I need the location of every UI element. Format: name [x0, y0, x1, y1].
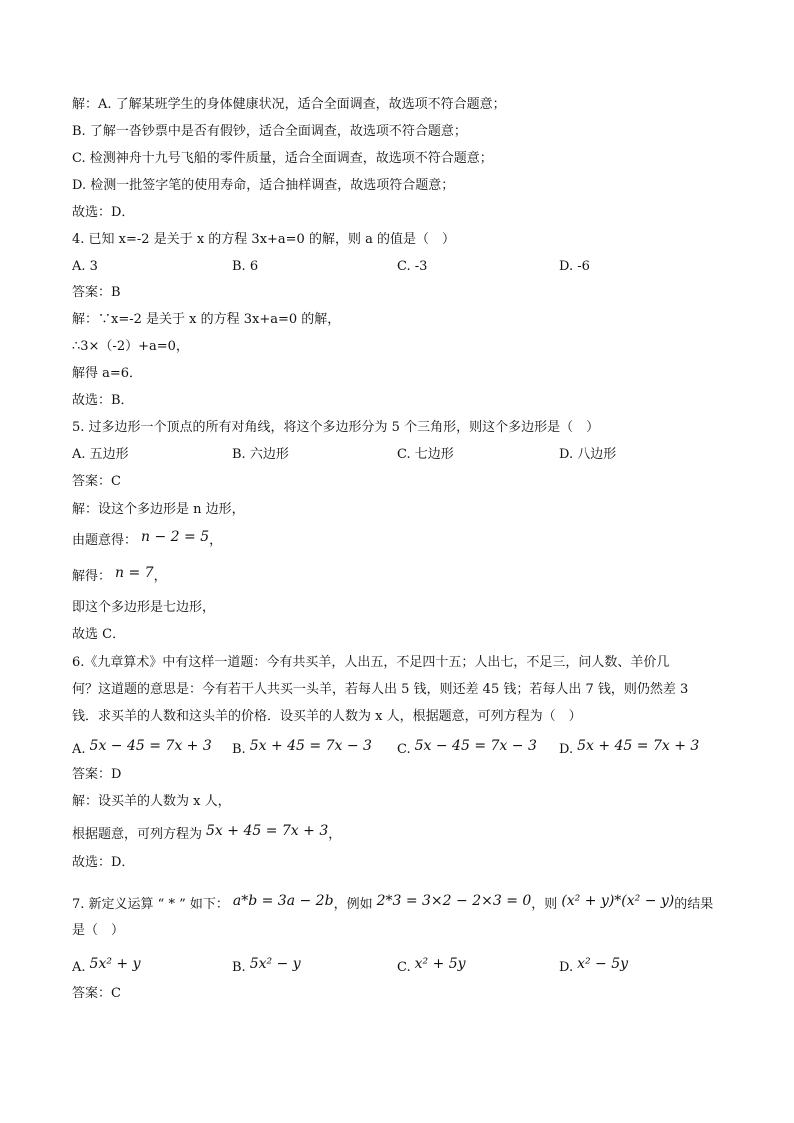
q5-step-2-equation: n − 2 = 5: [141, 529, 210, 545]
q6-option-c: [397, 738, 537, 761]
q7-option-b-letter: B.: [232, 960, 246, 975]
q6-step-2-punct: ，: [328, 827, 342, 842]
q6-option-d-equation: 5x + 45 = 7x + 3: [577, 738, 700, 754]
q6-option-d: [559, 738, 699, 761]
q7-option-d-expression: x² − 5y: [577, 956, 629, 972]
q6-option-b: [232, 738, 372, 761]
q7-definition-equation: a*b = 3a − 2b: [232, 893, 334, 909]
q6-option-d-letter: D.: [559, 742, 574, 757]
q7-option-d-letter: D.: [559, 960, 574, 975]
q7-stem-text-b: ，例如: [333, 897, 373, 912]
q5-step-2-punct: ，: [209, 533, 223, 548]
q5-step-4: 即这个多边形是七边形，: [72, 600, 216, 615]
q6-option-a-letter: A.: [72, 742, 86, 757]
q7-option-c: [397, 956, 466, 979]
q4-step-2: ∴3×（-2）+a=0，: [72, 339, 189, 354]
q5-option-d: D. 八边形: [559, 447, 617, 462]
q6-step-2-equation: 5x + 45 = 7x + 3: [206, 823, 329, 839]
q3-solution-d: D. 检测一批签字笔的使用寿命，适合抽样调查，故选项符合题意；: [72, 178, 455, 193]
q6-option-b-equation: 5x + 45 = 7x − 3: [249, 738, 372, 754]
q7-option-b-expression: 5x² − y: [249, 956, 301, 972]
q6-conclusion: 故选：D．: [72, 855, 135, 870]
q5-step-1: 解：设这个多边形是 n 边形，: [72, 502, 245, 517]
q7-option-a-expression: 5x² + y: [89, 956, 141, 972]
q6-option-c-equation: 5x − 45 = 7x − 3: [414, 738, 537, 754]
q7-option-b: [232, 956, 301, 979]
q5-step-2: [72, 530, 734, 550]
q7-options: [72, 956, 732, 978]
q5-stem: 5. 过多边形一个顶点的所有对角线，将这个多边形分为 5 个三角形，则这个多边形是（ ）: [72, 420, 600, 435]
q6-option-a-equation: 5x − 45 = 7x + 3: [89, 738, 212, 754]
q5-step-3-text: 解得：: [72, 569, 112, 584]
q4-step-3: 解得 a=6．: [72, 366, 143, 381]
q7-option-a-letter: A.: [72, 960, 86, 975]
q6-step-2: [72, 824, 734, 844]
q5-option-c: C. 七边形: [397, 447, 454, 462]
q7-stem-line-2: 是（ ）: [72, 923, 125, 938]
q4-options: [72, 256, 732, 278]
q7-option-c-letter: C.: [397, 960, 411, 975]
q6-options: [72, 738, 732, 760]
q4-option-a: A. 3: [72, 259, 98, 274]
q7-option-d: [559, 956, 628, 979]
q5-step-3-punct: ，: [153, 569, 167, 584]
q4-conclusion: 故选：B．: [72, 393, 134, 408]
q7-example-equation: 2*3 = 3×2 − 2×3 = 0: [376, 893, 532, 909]
q6-stem-line-1: 6.《九章算术》中有这样一道题：今有共买羊，人出五，不足四十五；人出七，不足三，问人数、羊价几: [72, 655, 670, 670]
q3-solution-a: 解：A. 了解某班学生的身体健康状况，适合全面调查，故选项不符合题意；: [72, 97, 506, 112]
q7-stem-line-1: [72, 894, 734, 914]
q6-step-1: 解：设买羊的人数为 x 人，: [72, 794, 231, 809]
q4-stem: 4. 已知 x=-2 是关于 x 的方程 3x+a=0 的解，则 a 的值是（ ）: [72, 232, 455, 247]
q4-option-d: D. -6: [559, 259, 590, 274]
q6-stem-line-3: 钱．求买羊的人数和这头羊的价格．设买羊的人数为 x 人，根据题意，可列方程为（ ）: [72, 709, 582, 724]
q5-step-2-text: 由题意得：: [72, 533, 138, 548]
q7-option-c-expression: x² + 5y: [414, 956, 466, 972]
q6-option-a: [72, 738, 212, 761]
q7-stem-text-a: 7. 新定义运算 “ * ” 如下：: [72, 897, 229, 912]
q7-expression: (x² + y)*(x² − y): [561, 893, 675, 909]
q5-step-3-equation: n = 7: [115, 565, 154, 581]
q7-option-a: [72, 956, 141, 979]
q5-option-a: A. 五边形: [72, 447, 129, 462]
q4-answer: 答案：B: [72, 285, 121, 300]
q6-step-2-text: 根据题意，可列方程为: [72, 827, 203, 842]
q4-option-b: B. 6: [232, 259, 259, 274]
q6-option-b-letter: B.: [232, 742, 246, 757]
q5-conclusion: 故选 C．: [72, 627, 126, 642]
q5-step-3: [72, 566, 734, 586]
q7-stem-text-d: 的结果: [674, 897, 714, 912]
q4-step-1: 解：∵x=-2 是关于 x 的方程 3x+a=0 的解，: [72, 312, 341, 327]
q5-option-b: B. 六边形: [232, 447, 289, 462]
q4-option-c: C. -3: [397, 259, 428, 274]
q6-answer: 答案：D: [72, 767, 122, 782]
q6-stem-line-2: 何？这道题的意思是：今有若干人共买一头羊，若每人出 5 钱，则还差 45 钱；若每人出 7 钱，则仍然差 3: [72, 682, 689, 697]
q6-option-c-letter: C.: [397, 742, 411, 757]
q3-solution-b: B. 了解一沓钞票中是否有假钞，适合全面调查，故选项不符合题意；: [72, 124, 467, 139]
q3-solution-c: C. 检测神舟十九号飞船的零件质量，适合全面调查，故选项不符合题意；: [72, 151, 493, 166]
q3-conclusion: 故选：D．: [72, 205, 135, 220]
q5-answer: 答案：C: [72, 474, 121, 489]
q7-answer: 答案：C: [72, 986, 121, 1001]
q5-options: [72, 444, 732, 466]
q7-stem-text-c: ，则: [531, 897, 558, 912]
